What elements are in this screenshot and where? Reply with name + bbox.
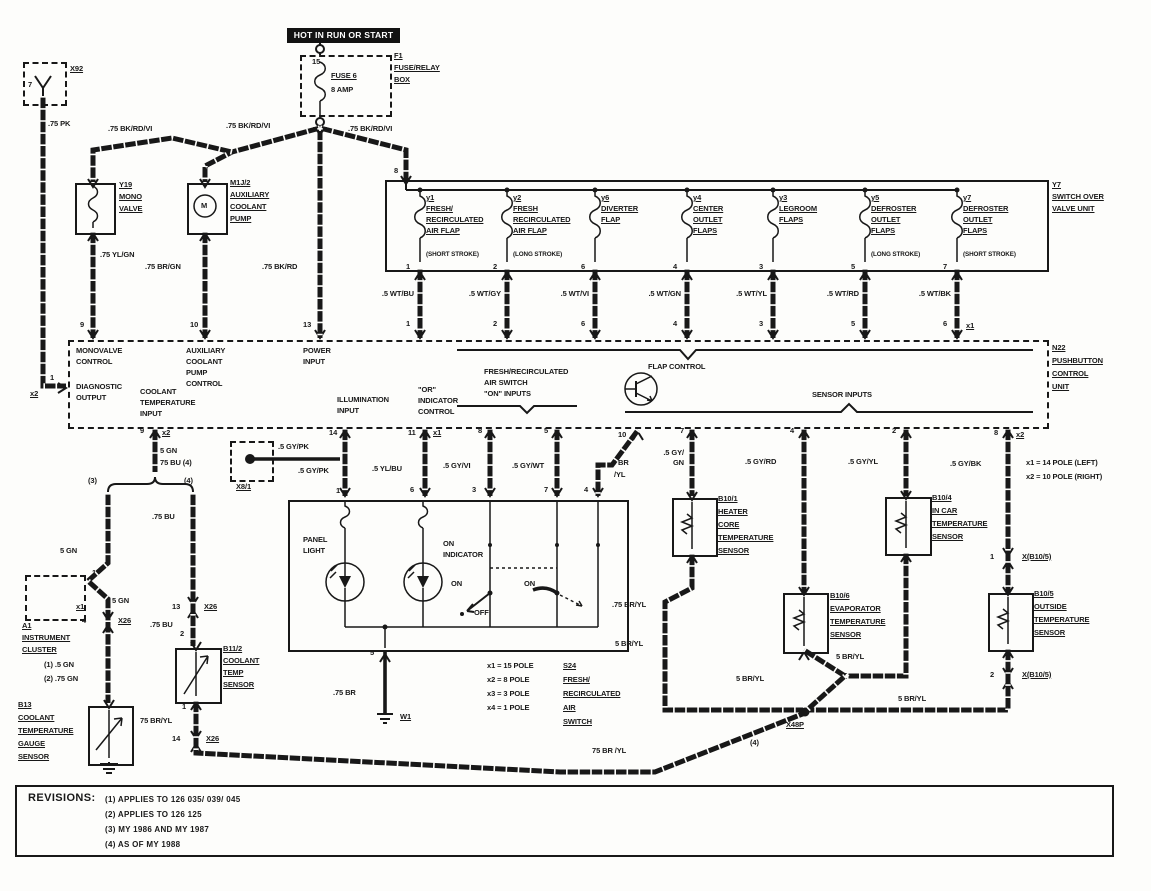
pin: 1 — [990, 552, 995, 561]
pin: 13 — [172, 602, 181, 611]
m1j2-label: M1J/2 AUXILIARY COOLANT PUMP — [230, 178, 270, 223]
wire-gn: 5 GN — [160, 446, 178, 455]
b10-6-sensor-box — [783, 593, 829, 654]
n22-pin-auxpump: 10 — [190, 320, 199, 329]
b10-4-sensor-box — [885, 497, 932, 556]
b13-sensor-box — [88, 706, 134, 766]
b11-2-sensor-box — [175, 648, 222, 704]
b10-4-label: B10/4 IN CAR TEMPERATURE SENSOR — [932, 493, 988, 541]
pin: 3 — [472, 485, 477, 494]
wire-bkrdvi-3: .75 BK/RD/VI — [348, 124, 393, 133]
fn-monovalve: MONOVALVE CONTROL — [76, 346, 123, 366]
branch-tag: (4) — [184, 476, 193, 485]
valve-y1-label: y1 FRESH/ RECIRCULATED AIR FLAP — [426, 193, 484, 235]
wire-bryl: /YL — [614, 470, 626, 479]
connector-x26: X26 — [206, 734, 220, 743]
wire-wtbu: .5 WT/BU — [381, 289, 414, 298]
wire-wtgy: .5 WT/GY — [468, 289, 501, 298]
b11-2-label: B11/2 COOLANT TEMP SENSOR — [223, 644, 260, 689]
pin: 1 — [406, 262, 411, 271]
n22-label: N22 PUSHBUTTON CONTROL UNIT — [1052, 343, 1103, 391]
valve-y2-note: (LONG STROKE) — [513, 251, 563, 258]
wire-wtvi: .5 WT/VI — [560, 289, 589, 298]
pin: 1 — [406, 319, 411, 328]
wire-pk: .75 PK — [48, 119, 71, 128]
pin: 5 — [544, 426, 549, 435]
wire-gn: 5 GN — [60, 546, 78, 555]
pin: 8 — [994, 428, 999, 437]
b13-label: B13 COOLANT TEMPERATURE GAUGE SENSOR — [18, 700, 74, 761]
fn-illumination: ILLUMINATION INPUT — [337, 395, 389, 415]
wire-bryl: 5 BR — [612, 458, 629, 467]
fn-flap-control: FLAP CONTROL — [648, 362, 706, 371]
connector-ref: x2 — [1016, 430, 1025, 439]
connector-ref: x1 — [76, 602, 85, 611]
switch-pos-off: OFF — [474, 608, 489, 617]
b10-5-sensor-box — [988, 593, 1034, 652]
connector-xb10-5: X(B10/5) — [1022, 552, 1052, 561]
pin: 10 — [618, 430, 627, 439]
pin: 5 — [851, 262, 856, 271]
wire-gywt: .5 GY/WT — [512, 461, 545, 470]
fn-power-input: POWER INPUT — [303, 346, 331, 366]
valve-y4-label: y4 CENTER OUTLET FLAPS — [693, 193, 724, 235]
pin: 2 — [180, 629, 185, 638]
pin: 4 — [673, 319, 678, 328]
pin: 2 — [493, 319, 498, 328]
pin: 1 — [182, 702, 187, 711]
s24-switch-box — [288, 500, 629, 652]
on-indicator-label: ON INDICATOR — [443, 539, 484, 559]
revisions-items: (1) APPLIES TO 126 035/ 039/ 045 (2) APPLIES TO 126 125 (3) MY 1986 AND MY 1987 (4) AS OF MY 1988 — [105, 795, 241, 849]
n22-pin-left: 1 — [50, 373, 55, 382]
pin: 7 — [943, 262, 948, 271]
ground-w1-label: W1 — [400, 712, 412, 721]
fn-or-indicator: "OR" INDICATOR CONTROL — [418, 385, 459, 416]
valve-y1-note: (SHORT STROKE) — [426, 251, 479, 258]
pin: 4 — [790, 426, 795, 435]
fn-sensor-inputs: SENSOR INPUTS — [812, 390, 872, 399]
s24-label: S24 FRESH/ RECIRCULATED AIR SWITCH — [563, 661, 621, 726]
fn-diagnostic: DIAGNOSTIC OUTPUT — [76, 382, 123, 402]
pin: 3 — [759, 262, 764, 271]
pin: 1 — [92, 568, 97, 577]
b10-1-sensor-box — [672, 498, 718, 557]
valve-y3-label: y3 LEGROOM FLAPS — [779, 193, 818, 224]
pin: 3 — [759, 319, 764, 328]
wire-gygn: .5 GY/ — [663, 448, 684, 457]
pin: 4 — [82, 616, 87, 625]
pin: 14 — [172, 734, 181, 743]
valve-y7-note: (SHORT STROKE) — [963, 251, 1016, 258]
wire-gn: 5 GN — [112, 596, 130, 605]
pin: 7 — [680, 426, 685, 435]
branch-tag: (3) — [88, 476, 97, 485]
pin: 6 — [943, 319, 948, 328]
wire-bryl: .75 BR/YL — [612, 600, 647, 609]
hot-in-run-banner: HOT IN RUN OR START — [287, 28, 400, 43]
wire-wtbk: .5 WT/BK — [918, 289, 951, 298]
pin: 14 — [329, 428, 338, 437]
fuse-box-label: F1 FUSE/RELAY BOX — [394, 51, 440, 84]
fn-fresh-inputs: FRESH/RECIRCULATED AIR SWITCH "ON" INPUTS — [484, 367, 569, 398]
panel-light-label: PANEL LIGHT — [303, 535, 328, 555]
wire-gypk: .5 GY/PK — [278, 442, 309, 451]
wire-ylbu: .5 YL/BU — [372, 464, 402, 473]
valve-feed-pin: 8 — [394, 166, 399, 175]
pin: 2 — [892, 426, 897, 435]
valve-y6-label: y6 DIVERTER FLAP — [601, 193, 639, 224]
wire-ylgn: .75 YL/GN — [100, 250, 135, 259]
wire-gyrd: .5 GY/RD — [745, 457, 777, 466]
pin: 4 — [584, 485, 589, 494]
wire-bkrdvi-1: .75 BK/RD/VI — [108, 124, 153, 133]
connector-ref: x1 — [433, 428, 442, 437]
wire-bu: .75 BU — [150, 620, 173, 629]
wire-bu: 75 BU (4) — [160, 458, 192, 467]
connector-ref: x1 — [966, 321, 975, 330]
wire-br: .75 BR — [333, 688, 356, 697]
y19-mono-valve-box — [75, 183, 116, 235]
valve-y2-label: y2 FRESH RECIRCULATED AIR FLAP — [513, 193, 571, 235]
n22-pin-power: 13 — [303, 320, 312, 329]
fuse-rating: 8 AMP — [331, 85, 354, 94]
wire-bryl-diag: 75 BR /YL — [592, 746, 627, 755]
b10-6-label: B10/6 EVAPORATOR TEMPERATURE SENSOR — [830, 591, 886, 639]
fuse-name: FUSE 6 — [331, 71, 357, 80]
wire-bryl: 75 BR/YL — [140, 716, 173, 725]
valve-y5-label: y5 DEFROSTER OUTLET FLAPS — [871, 193, 917, 235]
connector-xb10-5: X(B10/5) — [1022, 670, 1052, 679]
pin: 11 — [408, 428, 416, 437]
wire-bkrdvi-2: .75 BK/RD/VI — [226, 121, 271, 130]
n22-pin-monovalve: 9 — [80, 320, 85, 329]
y19-label: Y19 MONO VALVE — [119, 180, 143, 213]
fn-aux-pump: AUXILIARY COOLANT PUMP CONTROL — [186, 346, 226, 388]
pin: 2 — [990, 670, 995, 679]
pin: 5 — [851, 319, 856, 328]
x92-label: X92 — [70, 64, 84, 73]
revisions-title: REVISIONS: — [28, 792, 96, 804]
wire-wtgn: .5 WT/GN — [648, 289, 681, 298]
x8-1-connector-box — [230, 441, 274, 482]
a1-label: A1 INSTRUMENT CLUSTER — [22, 621, 71, 654]
connector-x26: X26 — [204, 602, 218, 611]
connector-ref: x2 — [30, 389, 39, 398]
wire-bryl: 5 BR/YL — [898, 694, 927, 703]
pin: 7 — [544, 485, 549, 494]
wire-wtyl: .5 WT/YL — [736, 289, 767, 298]
pin: 9 — [140, 426, 145, 435]
valve-y7-label: y7 DEFROSTER OUTLET FLAPS — [963, 193, 1009, 235]
wire-brgn: .75 BR/GN — [145, 262, 181, 271]
b10-5-label: B10/5 OUTSIDE TEMPERATURE SENSOR — [1034, 589, 1090, 637]
wire-wtrd: .5 WT/RD — [826, 289, 859, 298]
wire-gygn: GN — [672, 458, 684, 467]
pin: 4 — [673, 262, 678, 271]
x48p-label: X48P — [786, 720, 804, 729]
wire-gypk: .5 GY/PK — [298, 466, 329, 475]
wire-bu: .75 BU — [152, 512, 175, 521]
wire-bryl: 5 BR/YL — [615, 639, 644, 648]
wire-note: (1) .5 GN — [44, 660, 74, 669]
motor-icon: M — [201, 201, 208, 210]
pin: 8 — [478, 426, 483, 435]
wire-gybk: .5 GY/BK — [950, 459, 982, 468]
a1-cluster-box — [25, 575, 86, 621]
valve-y5-note: (LONG STROKE) — [871, 251, 921, 258]
x92-pin: 7 — [28, 80, 33, 89]
b10-1-label: B10/1 HEATER CORE TEMPERATURE SENSOR — [718, 494, 774, 555]
pin: 1 — [336, 486, 341, 495]
switch-pos-on: ON — [524, 579, 536, 588]
pin: 6 — [581, 262, 586, 271]
pin: 6 — [581, 319, 586, 328]
fn-coolant-temp: COOLANT TEMPERATURE INPUT — [140, 387, 196, 418]
fuse-pin: 15 — [312, 57, 321, 66]
pin: 2 — [493, 262, 498, 271]
connector-ref: x2 — [162, 428, 171, 437]
pin: 6 — [410, 485, 415, 494]
x8-1-label: X8/1 — [236, 482, 252, 491]
s24-pole-legend: x1 = 15 POLE x2 = 8 POLE x3 = 3 POLE x4 = 1 POLE — [487, 661, 534, 712]
wire-note: (2) .75 GN — [44, 674, 79, 683]
wire-bryl: 5 BR/YL — [836, 652, 865, 661]
connector-x26: X26 — [118, 616, 132, 625]
pole-notes: x1 = 14 POLE (LEFT) x2 = 10 POLE (RIGHT) — [1026, 458, 1103, 481]
wire-gyvi: .5 GY/VI — [443, 461, 471, 470]
y7-unit-label: Y7 SWITCH OVER VALVE UNIT — [1052, 180, 1104, 213]
branch-tag: (4) — [750, 738, 759, 747]
wire-bryl: 5 BR/YL — [736, 674, 765, 683]
pin: 5 — [370, 648, 375, 657]
switch-pos-on: ON — [451, 579, 463, 588]
wire-bkrd: .75 BK/RD — [262, 262, 298, 271]
m1j2-pump-box — [187, 183, 228, 235]
wire-gyyl: .5 GY/YL — [848, 457, 879, 466]
